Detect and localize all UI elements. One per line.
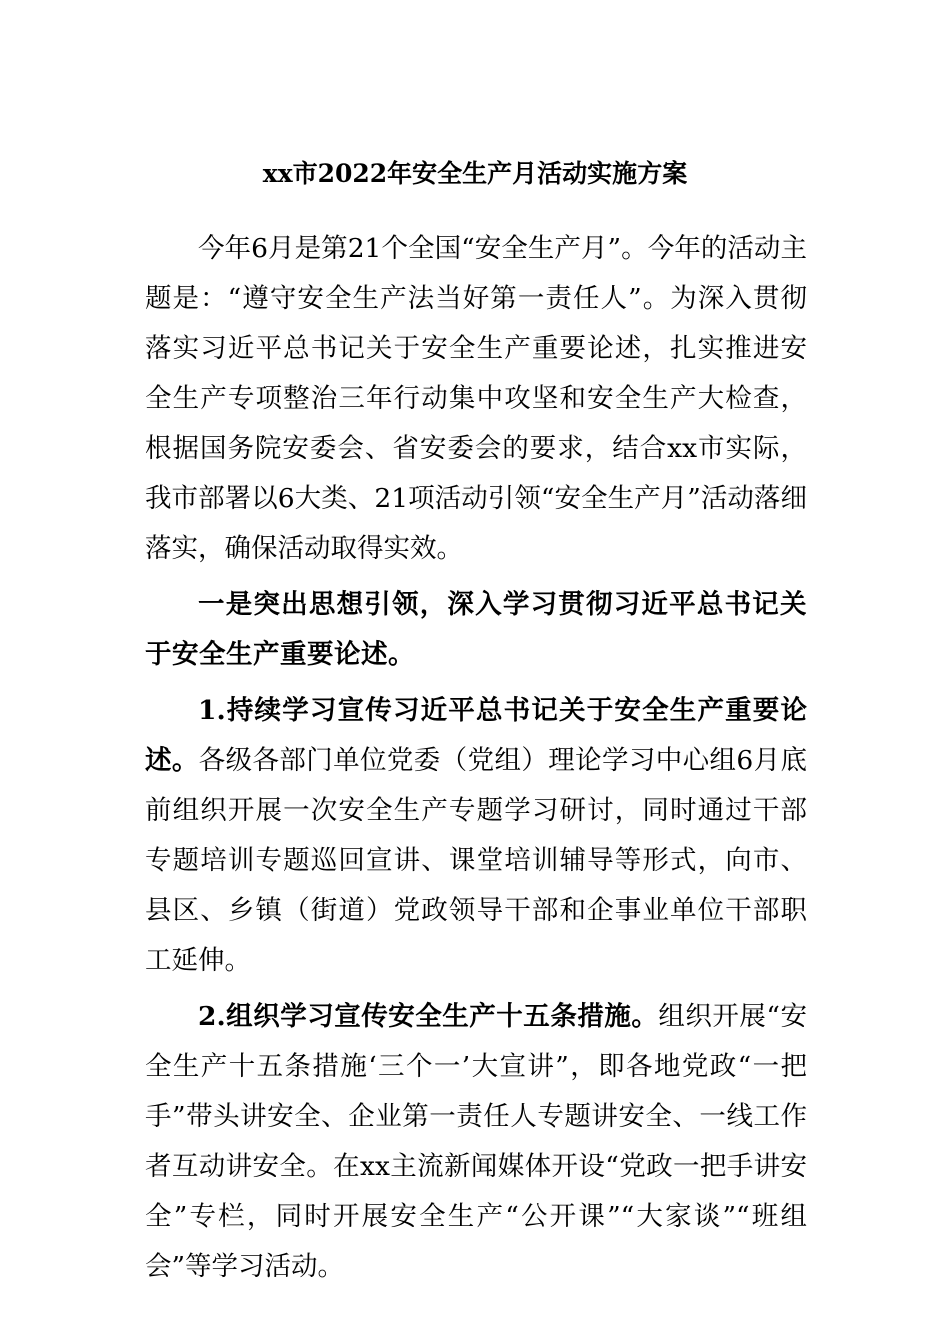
section-one-heading: 一是突出思想引领，深入学习贯彻习近平总书记关于安全生产重要论述。: [145, 589, 807, 670]
item-one-body: 各级各部门单位党委（党组）理论学习中心组6月底前组织开展一次安全生产专题学习研讨，同时通过干部专题培训专题巡回宣讲、课堂培训辅导等形式，向市、县区、乡镇（街道）党政领导干部和企事业单位干部职工延伸。: [145, 745, 807, 976]
document-body: [145, 224, 807, 1292]
item-two-body: 组织开展“安全生产十五条措施‘三个一’大宣讲”，即各地党政“一把手”带头讲安全、企业第一责任人专题讲安全、一线工作者互动讲安全。在xx主流新闻媒体开设“党政一把手讲安全”专栏，同时开展安全生产“公开课”“大家谈”“班组会”等学习活动。: [145, 1001, 807, 1282]
intro-paragraph: 今年6月是第21个全国“安全生产月”。今年的活动主题是：“遵守安全生产法当好第一责任人”。为深入贯彻落实习近平总书记关于安全生产重要论述，扎实推进安全生产专项整治三年行动集中攻坚和安全生产大检查，根据国务院安委会、省安委会的要求，结合xx市实际，我市部署以6大类、21项活动引领“安全生产月”活动落细落实，确保活动取得实效。: [145, 233, 807, 564]
document-title: xx市2022年安全生产月活动实施方案: [262, 159, 688, 188]
item-one-paragraph: [145, 686, 807, 986]
item-two-lead: 2.组织学习宣传安全生产十五条措施。: [198, 1001, 659, 1032]
item-one-lead: 1.持续学习宣传习近平总书记关于安全生产重要论述。: [145, 695, 807, 776]
item-two-paragraph: [145, 992, 807, 1292]
